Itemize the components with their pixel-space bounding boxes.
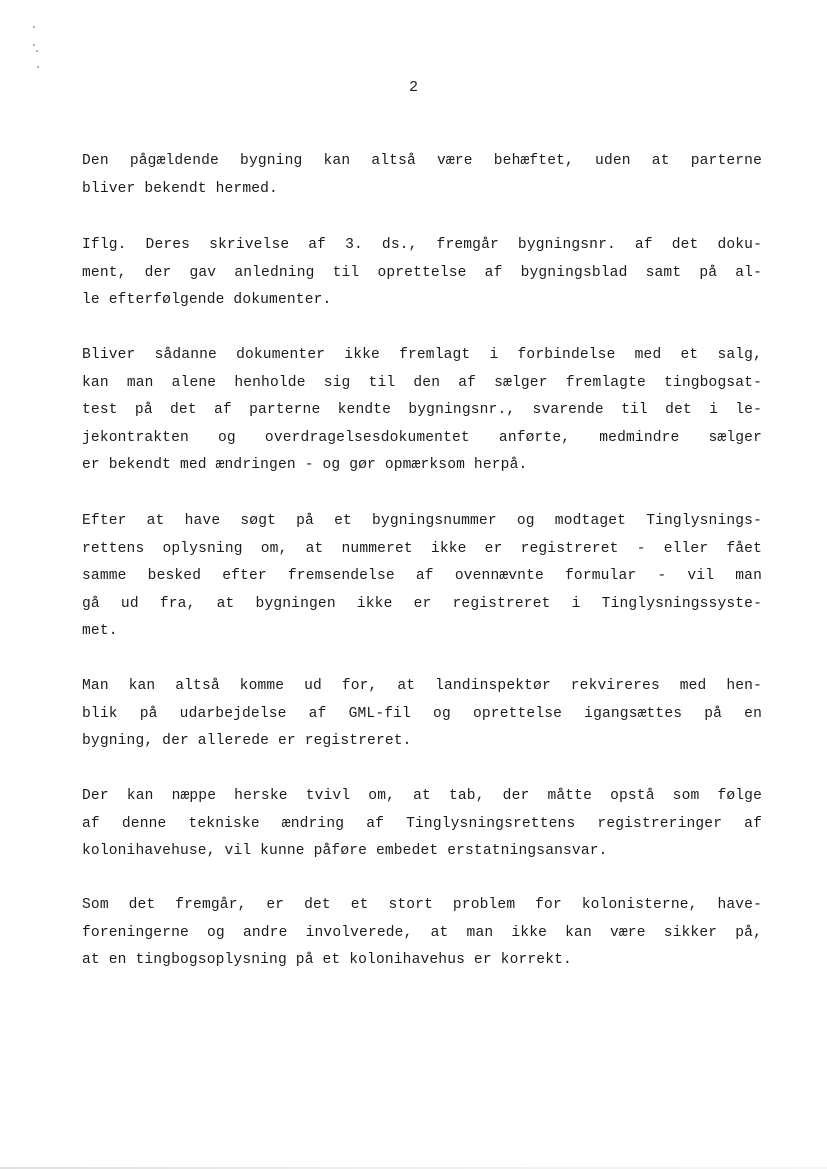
text-line: Iflg. Deres skrivelse af 3. ds., fremgår bygningsnr. af det doku- [82, 237, 762, 253]
scan-speck [37, 66, 39, 68]
text-line: Der kan næppe herske tvivl om, at tab, der måtte opstå som følge [82, 788, 762, 804]
text-line: kan man alene henholde sig til den af sælger fremlagte tingbogsat- [82, 374, 762, 391]
text-line: kolonihavehuse, vil kunne påføre embedet erstatningsansvar. [82, 843, 608, 859]
text-line: at en tingbogsoplysning på et kolonihavehus er korrekt. [82, 952, 572, 968]
paragraph-4 [82, 508, 762, 646]
text-line: ment, der gav anledning til oprettelse af bygningsblad samt på al- [82, 264, 762, 281]
text-line: bygning, der allerede er registreret. [82, 733, 412, 749]
text-line: test på det af parterne kendte bygningsnr., svarende til det i le- [82, 402, 762, 418]
text-line: Man kan altså komme ud for, at landinspektør rekvireres med hen- [82, 678, 762, 694]
text-line: foreningerne og andre involverede, at man ikke kan være sikker på, [82, 924, 762, 941]
text-line: blik på udarbejdelse af GML-fil og oprettelse igangsættes på en [82, 705, 762, 722]
scan-speck [33, 44, 35, 46]
text-line: Som det fremgår, er det et stort problem for kolonisterne, have- [82, 897, 762, 913]
text-line: af denne tekniske ændring af Tinglysningsrettens registreringer af [82, 815, 762, 832]
scan-speck [36, 50, 38, 52]
text-line: gå ud fra, at bygningen ikke er registreret i Tinglysningssyste- [82, 595, 762, 612]
page-number: 2 [409, 78, 418, 95]
text-line: samme besked efter fremsendelse af ovennævnte formular - vil man [82, 568, 762, 584]
text-line: Efter at have søgt på et bygningsnummer og modtaget Tinglysnings- [82, 513, 762, 529]
scan-speck [33, 26, 35, 28]
paragraph-3 [82, 342, 762, 480]
text-line: jekontrakten og overdragelsesdokumentet anførte, medmindre sælger [82, 429, 762, 446]
text-line: rettens oplysning om, at nummeret ikke er registreret - eller fået [82, 540, 762, 557]
text-line: le efterfølgende dokumenter. [82, 292, 332, 308]
paragraph-2 [82, 232, 762, 315]
text-line: Den pågældende bygning kan altså være behæftet, uden at parterne [82, 153, 762, 169]
paragraph-1 [82, 148, 762, 203]
paragraph-7 [82, 892, 762, 975]
text-line: met. [82, 623, 118, 639]
paragraph-6 [82, 783, 762, 866]
text-line: Bliver sådanne dokumenter ikke fremlagt i forbindelse med et salg, [82, 347, 762, 363]
text-line: bliver bekendt hermed. [82, 180, 278, 197]
paragraph-5 [82, 673, 762, 756]
text-line: er bekendt med ændringen - og gør opmærksom herpå. [82, 457, 528, 473]
